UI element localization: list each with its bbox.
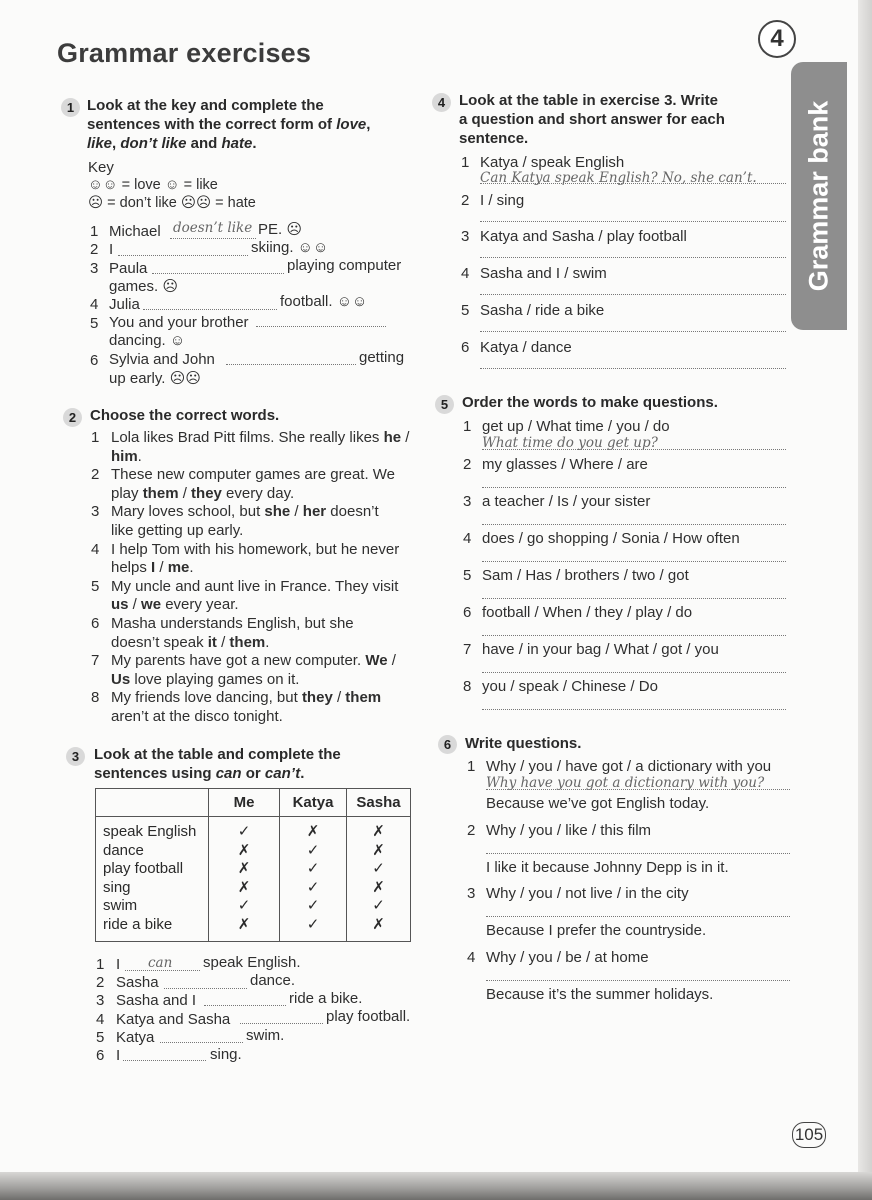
ex2-line: I help Tom with his homework, but he never <box>111 540 400 558</box>
item-number: 6 <box>91 615 100 632</box>
mark-cell: ✓ <box>237 823 251 840</box>
mark-cell: ✗ <box>372 878 385 896</box>
mark-cell: ✓ <box>306 841 320 859</box>
prompt-text: have / in your bag / What / got / you <box>482 641 719 658</box>
answer-line[interactable] <box>486 916 790 917</box>
activity-column <box>96 817 209 942</box>
mark-cell: ✓ <box>372 897 385 915</box>
answer-line[interactable] <box>125 970 200 971</box>
ex2-line: like getting up early. <box>111 522 244 539</box>
prompt-text: Why / you / like / this film <box>486 822 652 839</box>
prompt-text: Katya / dance <box>480 339 572 356</box>
item-number: 4 <box>463 530 472 547</box>
answer-line[interactable] <box>256 326 386 327</box>
answer-line[interactable] <box>480 257 786 258</box>
answer-line[interactable] <box>482 598 786 599</box>
prompt-text: does / go shopping / Sonia / How often <box>482 530 740 547</box>
exercise-3-number: 3 <box>66 747 85 766</box>
ex2-line: Masha understands English, but she <box>111 615 354 632</box>
reply-text: Because we’ve got English today. <box>486 795 710 812</box>
ex2-line: Mary loves school, but she / her doesn’t <box>111 503 379 521</box>
item-number: 2 <box>461 192 470 209</box>
item-number: 7 <box>91 652 100 670</box>
activity-cell: speak English <box>103 823 197 840</box>
item-number: 2 <box>91 466 100 484</box>
answer-line[interactable] <box>143 309 277 310</box>
mark-cell: ✓ <box>306 860 320 878</box>
choice-word[interactable]: them <box>345 689 382 707</box>
ex2-line: helps I / me. <box>111 559 194 577</box>
table-header: Sasha <box>347 789 411 817</box>
item-number: 7 <box>463 641 472 658</box>
prompt-text: Sam / Has / brothers / two / got <box>482 567 689 584</box>
key-line: ☹ = don’t like ☹☹ = hate <box>88 195 256 211</box>
prompt-text: football / When / they / play / do <box>482 604 693 621</box>
table-header <box>96 789 209 817</box>
handwritten-answer: doesn’t like <box>173 220 253 236</box>
sasha-column <box>347 817 411 942</box>
exercise-3-instruction: Look at the table and complete the sentences using can or can’t. <box>94 746 341 782</box>
mark-cell: ✓ <box>306 878 320 896</box>
key-label: Key <box>88 159 114 176</box>
reply-text: Because it’s the summer holidays. <box>486 986 714 1003</box>
answer-line[interactable] <box>482 487 786 488</box>
item-number: 1 <box>461 154 470 171</box>
ex2-line: aren’t at the disco tonight. <box>111 708 283 725</box>
choice-word[interactable]: them <box>142 484 179 502</box>
prompt-text: Why / you / be / at home <box>486 949 649 966</box>
item-number: 2 <box>463 456 472 473</box>
item-number: 3 <box>461 228 470 245</box>
exercise-1-instruction: Look at the key and complete the sentences with the correct form of love, like, don’t like and hate. <box>87 97 371 152</box>
handwritten-answer: Why have you got a dictionary with you? <box>486 775 765 791</box>
handwritten-answer: can <box>148 955 173 971</box>
choice-word[interactable]: it <box>207 633 217 651</box>
choice-word[interactable]: them <box>229 633 266 651</box>
exercise-2-number: 2 <box>63 408 82 427</box>
grammar-bank-tab <box>791 62 847 330</box>
activity-cell: play football <box>103 860 184 878</box>
table-header: Me <box>209 789 280 817</box>
exercise-1-number: 1 <box>61 98 80 117</box>
mark-cell: ✗ <box>372 915 385 933</box>
item-number: 3 <box>91 503 100 521</box>
mark-cell: ✓ <box>237 897 251 915</box>
unit-number-badge: 4 <box>758 20 796 58</box>
mark-cell: ✗ <box>237 878 251 896</box>
activity-cell: sing <box>103 878 131 896</box>
answer-line[interactable] <box>160 1042 243 1043</box>
choice-word[interactable]: me <box>167 559 190 577</box>
item-number: 4 <box>461 265 470 282</box>
answer-line[interactable] <box>482 672 786 673</box>
answer-line[interactable] <box>204 1005 286 1006</box>
answer-line[interactable] <box>480 331 786 332</box>
item-number: 1 <box>91 429 100 446</box>
answer-line[interactable] <box>480 183 786 184</box>
mark-cell: ✗ <box>237 860 251 878</box>
prompt-text: get up / What time / you / do <box>482 418 670 435</box>
mark-cell: ✗ <box>237 915 251 933</box>
ex2-line: Us love playing games on it. <box>111 670 300 688</box>
handwritten-answer: Can Katya speak English? No, she can’t. <box>480 170 757 186</box>
answer-line[interactable] <box>480 294 786 295</box>
item-number: 3 <box>467 885 476 902</box>
item-number: 6 <box>461 339 470 356</box>
choice-word[interactable]: I <box>151 559 156 577</box>
page-bottom-shadow <box>0 1172 872 1200</box>
prompt-text: Sasha / ride a bike <box>480 302 605 319</box>
answer-line[interactable] <box>170 238 256 239</box>
key-line: ☺☺ = love ☺ = like <box>88 177 218 193</box>
mark-cell: ✗ <box>306 823 320 840</box>
ability-table <box>95 788 411 942</box>
answer-line[interactable] <box>482 524 786 525</box>
page-right-edge <box>858 0 872 1180</box>
reply-text: I like it because Johnny Depp is in it. <box>486 859 729 876</box>
ex2-line: My parents have got a new computer. We / <box>111 652 396 670</box>
exercise-2-instruction: Choose the correct words. <box>90 407 280 424</box>
activity-cell: dance <box>103 841 144 859</box>
choice-word[interactable]: Us <box>111 670 131 688</box>
item-number: 6 <box>463 604 472 621</box>
katya-column <box>280 817 347 942</box>
item-number: 5 <box>461 302 470 319</box>
prompt-text: Sasha and I / swim <box>480 265 607 282</box>
answer-line[interactable] <box>240 1023 323 1024</box>
answer-line[interactable] <box>118 255 248 256</box>
choice-word[interactable]: him <box>111 447 138 465</box>
page-title: Grammar exercises <box>57 38 312 68</box>
item-number: 2 <box>467 822 476 839</box>
answer-line[interactable] <box>480 368 786 369</box>
choice-word[interactable]: they <box>191 484 222 502</box>
choice-word[interactable]: he <box>383 429 402 446</box>
item-number: 8 <box>463 678 472 695</box>
choice-word[interactable]: us <box>111 596 129 614</box>
exercise-6-instruction: Write questions. <box>465 735 582 752</box>
answer-line[interactable] <box>482 561 786 562</box>
handwritten-answer: What time do you get up? <box>482 435 658 451</box>
mark-cell: ✓ <box>306 897 320 915</box>
item-number: 1 <box>463 418 472 435</box>
item-number: 5 <box>463 567 472 584</box>
answer-line[interactable] <box>226 364 356 365</box>
exercise-5-number: 5 <box>435 395 454 414</box>
ex2-line: My uncle and aunt live in France. They visit <box>111 577 399 595</box>
item-number: 5 <box>91 577 100 595</box>
ex2-line: us / we every year. <box>111 596 239 614</box>
choice-word[interactable]: she <box>264 503 291 521</box>
ex2-line: doesn’t speak it / them. <box>111 633 270 651</box>
prompt-text: Katya / speak English <box>480 154 625 171</box>
answer-line[interactable] <box>482 635 786 636</box>
exercise-4-instruction: Look at the table in exercise 3. Write a question and short answer for each sentence. <box>459 92 725 147</box>
activity-cell: swim <box>103 897 138 915</box>
mark-cell: ✗ <box>372 823 385 840</box>
item-number: 1 <box>467 758 476 775</box>
choice-word[interactable]: they <box>301 689 333 707</box>
item-number: 3 <box>463 493 472 510</box>
item-number: 4 <box>467 949 476 966</box>
answer-line[interactable] <box>486 853 790 854</box>
ex2-line: play them / they every day. <box>111 484 295 502</box>
choice-word[interactable]: we <box>141 596 162 614</box>
answer-line[interactable] <box>486 789 790 790</box>
page-number: 105 <box>792 1122 826 1148</box>
item-number: 4 <box>91 540 100 558</box>
prompt-text: my glasses / Where / are <box>482 456 648 473</box>
prompt-text: Why / you / have got / a dictionary with you <box>486 758 772 775</box>
answer-line[interactable] <box>164 988 247 989</box>
mark-cell: ✗ <box>237 841 251 859</box>
ex2-line: Lola likes Brad Pitt films. She really likes he / <box>111 429 410 446</box>
prompt-text: I / sing <box>480 192 525 209</box>
reply-text: Because I prefer the countryside. <box>486 922 707 939</box>
grammar-bank-label: Grammar bank <box>803 100 834 292</box>
answer-line[interactable] <box>486 980 790 981</box>
answer-line[interactable] <box>480 221 786 222</box>
mark-cell: ✓ <box>306 915 320 933</box>
answer-line[interactable] <box>123 1060 206 1061</box>
prompt-text: Katya and Sasha / play football <box>480 228 687 245</box>
me-column <box>209 817 280 942</box>
answer-line[interactable] <box>152 273 284 274</box>
table-header: Katya <box>280 789 347 817</box>
prompt-text: Why / you / not live / in the city <box>486 885 689 902</box>
answer-line[interactable] <box>482 709 786 710</box>
prompt-text: a teacher / Is / your sister <box>482 493 651 510</box>
ex2-line: These new computer games are great. We <box>111 466 396 484</box>
mark-cell: ✓ <box>372 860 385 878</box>
exercise-5-instruction: Order the words to make questions. <box>462 394 718 411</box>
ex2-line: him. <box>111 447 142 465</box>
prompt-text: you / speak / Chinese / Do <box>482 678 658 695</box>
exercise-4-number: 4 <box>432 93 451 112</box>
ex2-line: My friends love dancing, but they / them <box>111 689 382 707</box>
mark-cell: ✗ <box>372 841 385 859</box>
item-number: 8 <box>91 689 100 707</box>
answer-line[interactable] <box>482 449 786 450</box>
exercise-6-number: 6 <box>438 735 457 754</box>
choice-word[interactable]: her <box>302 503 327 521</box>
activity-cell: ride a bike <box>103 915 173 933</box>
choice-word[interactable]: We <box>365 652 388 670</box>
